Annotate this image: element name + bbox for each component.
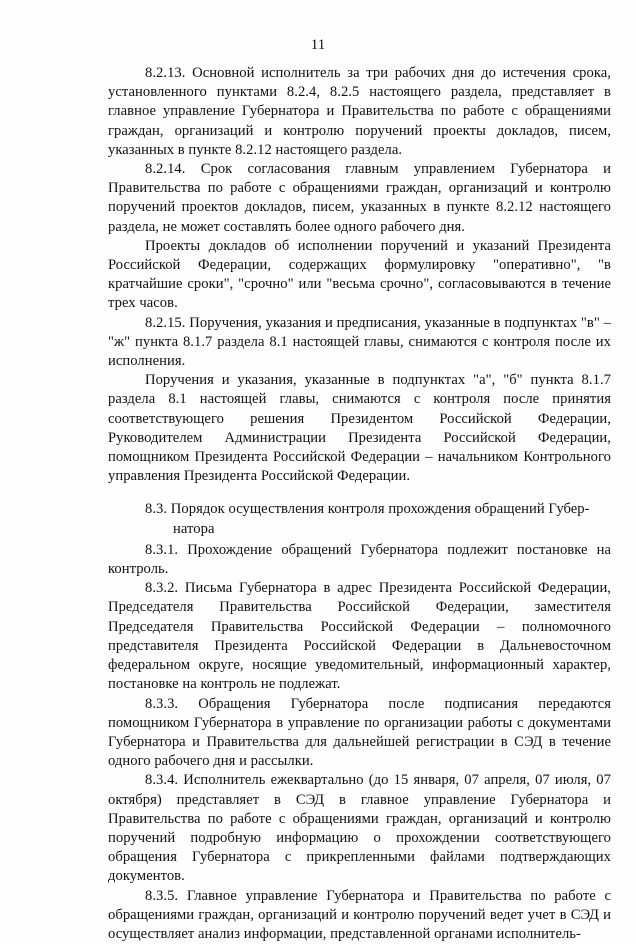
paragraph-8-3-1: 8.3.1. Прохождение обращений Губернатора подлежит постановке на контроль. [108, 541, 611, 578]
paragraph-8-2-14: 8.2.14. Срок согласования главным управлением Губернатора и Правительства по работе с обращениями граждан, организаций и контролю поручений проектов докладов, писем, указанных в пункте 8.2.12 настоящего раздела, не может составлять более одного рабочего дня. [108, 161, 611, 235]
paragraph-8-2-13: 8.2.13. Основной исполнитель за три рабочих дня до истечения срока, установленного пунктами 8.2.4, 8.2.5 настоящего раздела, представляет в главное управление Губернатора и Правительства по работе с обращениями граждан, организаций и контролю поручений проекты докладов, писем, указанных в пункте 8.2.12 настоящего раздела. [108, 65, 611, 158]
paragraph-8-3-3: 8.3.3. Обращения Губернатора после подписания передаются помощником Губернатора в управление по организации работы с документами Губернатора и Правительства для дальнейшей регистрации в СЭД в течение одного рабочего дня и рассылки. [108, 695, 611, 770]
page-number: 11 [310, 37, 326, 53]
document-body [108, 64, 611, 944]
paragraph-8-2-15: 8.2.15. Поручения, указания и предписания, указанные в подпунктах "в" – "ж" пункта 8.1.7 раздела 8.1 настоящей главы, снимаются с контроля после их исполнения. [108, 314, 611, 370]
section-heading-line-1: 8.3. Порядок осуществления контроля прохождения обращений Губер- [145, 501, 590, 518]
paragraph-8-3-2: 8.3.2. Письма Губернатора в адрес Президента Российской Федерации, Председателя Правительства Российской Федерации, заместителя Председателя Правительства Российской Федерации – полномочного представителя Президента Российской Федерации в Дальневосточном федеральном округе, носящие уведомительный, информационный характер, постановке на контроль не подлежат. [108, 580, 611, 693]
section-heading-8-3 [108, 500, 611, 538]
paragraph-instructions-removal: Поручения и указания, указанные в подпунктах "а", "б" пункта 8.1.7 раздела 8.1 настоящей главы, снимаются с контроля после принятия соответствующего решения Президентом Российской Федерации, Руководителем Администрации Президента Российской Федерации, помощником Президента Российской Федерации – начальником Контрольного управления Президента Российской Федерации. [108, 372, 611, 485]
section-heading-line-2: натора [173, 520, 215, 537]
paragraph-draft-reports: Проекты докладов об исполнении поручений и указаний Президента Российской Федерации, содержащих формулировку "оперативно", "в кратчайшие сроки", "срочно" или "весьма срочно", согласовываются в течение трех часов. [108, 237, 611, 312]
paragraph-8-3-4: 8.3.4. Исполнитель ежеквартально (до 15 января, 07 апреля, 07 июля, 07 октября) представляет в СЭД в главное управление Губернатора и Правительства по работе с обращениями граждан, организаций и контролю поручений подробную информацию о прохождении соответствующего обращения Губернатора с прикрепленными файлами подтверждающих документов. [108, 772, 611, 885]
paragraph-8-3-5: 8.3.5. Главное управление Губернатора и Правительства по работе с обращениями граждан, организаций и контролю поручений ведет учет в СЭД и осуществляет анализ информации, представленной органами исполнитель- [108, 887, 611, 942]
